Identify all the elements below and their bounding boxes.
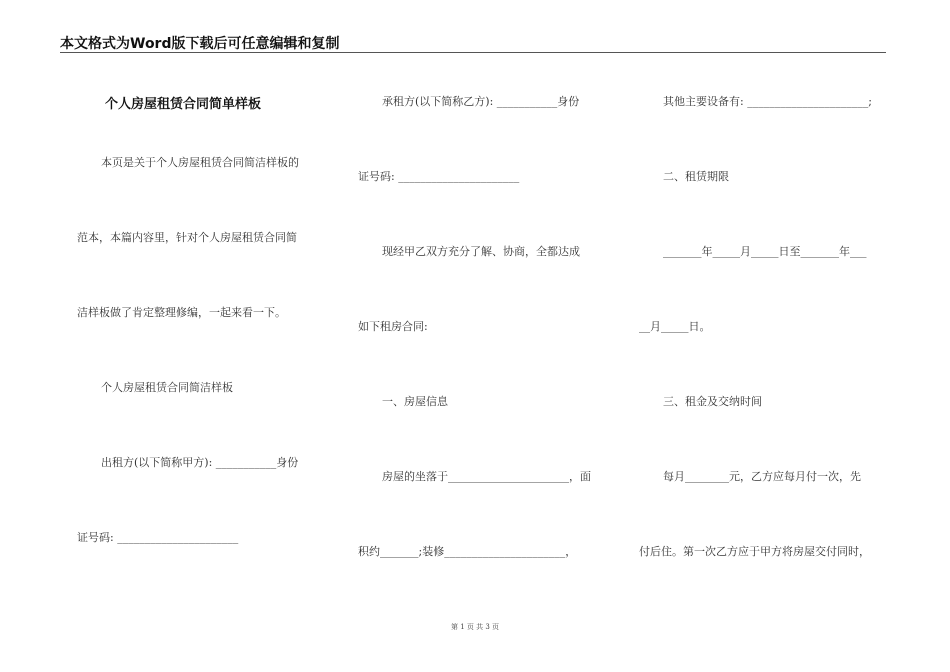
lease-term-line: __月_____日。 (639, 320, 711, 333)
rent-line: 每月________元，乙方应每月付一次，先 (663, 470, 861, 483)
page-number: 第 1 页 共 3 页 (450, 623, 500, 631)
lessee-id-line: 证号码: ______________________ (358, 170, 520, 183)
section-heading: 一、房屋信息 (382, 395, 448, 408)
section-heading: 二、租赁期限 (663, 170, 729, 183)
paragraph-line: 如下租房合同: (358, 320, 428, 333)
equipment-line: 其他主要设备有: ______________________; (663, 95, 872, 108)
header-divider (60, 52, 886, 53)
rent-line: 付后住。第一次乙方应于甲方将房屋交付同时， (639, 545, 870, 558)
document-title: 个人房屋租赁合同简单样板 (105, 97, 262, 112)
paragraph-line: 本页是关于个人房屋租赁合同简洁样板的 (101, 156, 299, 169)
property-location-line: 房屋的坐落于______________________，面 (382, 470, 591, 483)
paragraph-line: 范本，本篇内容里，针对个人房屋租赁合同简 (77, 231, 297, 244)
lessor-line: 出租方(以下简称甲方): ___________身份 (101, 456, 299, 469)
section-heading: 个人房屋租赁合同简洁样板 (101, 381, 233, 394)
paragraph-line: 现经甲乙双方充分了解、协商，全都达成 (382, 245, 580, 258)
lessee-line: 承租方(以下简称乙方): ___________身份 (382, 95, 580, 108)
page-header: 本文格式为Word版下载后可任意编辑和复制 (60, 36, 340, 52)
lessor-id-line: 证号码: ______________________ (77, 531, 239, 544)
paragraph-line: 洁样板做了肯定整理修编，一起来看一下。 (77, 306, 286, 319)
lease-term-line: _______年_____月_____日至_______年___ (663, 245, 867, 258)
property-area-line: 积约_______;装修______________________， (358, 545, 577, 558)
section-heading: 三、租金及交纳时间 (663, 395, 762, 408)
